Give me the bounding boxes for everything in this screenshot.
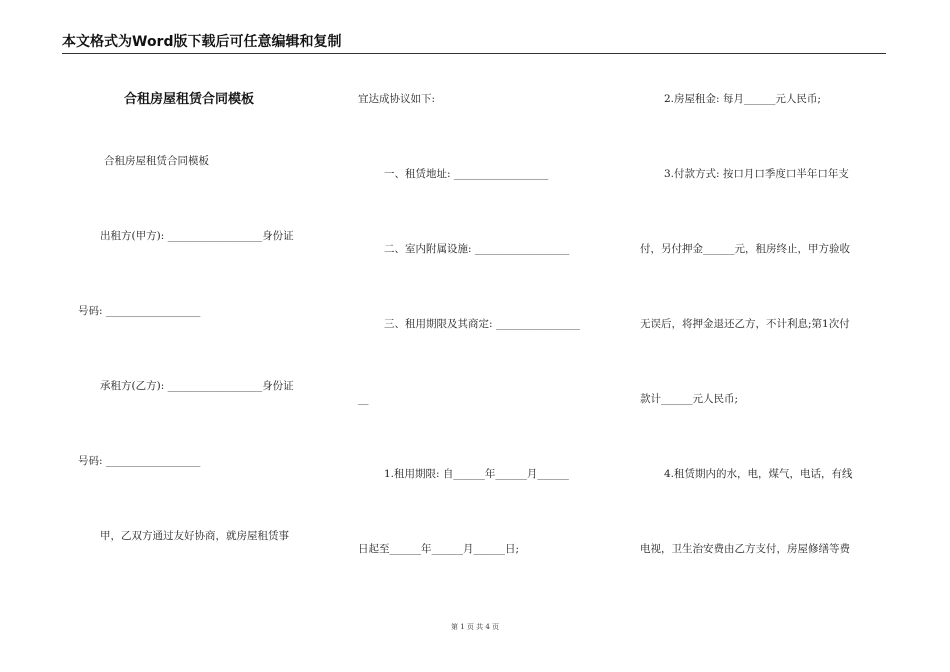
col1-line-3: 号码: __________________ [78, 305, 201, 317]
col3-line-2: 3.付款方式: 按口月口季度口半年口年支 [664, 168, 849, 180]
col1-line-1: 合租房屋租赁合同模板 [104, 155, 209, 167]
col2-line-1: 宜达成协议如下: [358, 93, 436, 105]
col3-line-6: 4.租赁期内的水，电，煤气，电话，有线 [664, 468, 853, 480]
col3-line-3: 付，另付押金______元，租房终止，甲方验收 [640, 243, 850, 255]
col2-line-2: 一、租赁地址: __________________ [384, 168, 549, 180]
col3-line-4: 无误后，将押金退还乙方，不计利息;第1次付 [640, 318, 850, 330]
col1-line-4: 承租方(乙方): __________________身份证 [100, 380, 294, 392]
col1-line-6: 甲，乙双方通过友好协商，就房屋租赁事 [100, 530, 289, 542]
page-header [62, 33, 886, 54]
col3-line-5: 款计______元人民币; [640, 393, 739, 405]
col1-line-2: 出租方(甲方): __________________身份证 [100, 230, 294, 242]
col1-line-5: 号码: __________________ [78, 455, 201, 467]
page-footer: 第 1 页 共 4 页 [450, 623, 500, 631]
col2-line-5: __ [358, 393, 369, 405]
col2-line-4: 三、租用期限及其商定: ________________ [384, 318, 580, 330]
header-text: 本文格式为Word版下载后可任意编辑和复制 [62, 34, 342, 50]
col3-line-1: 2.房屋租金: 每月______元人民币; [664, 93, 821, 105]
col3-line-7: 电视，卫生治安费由乙方支付，房屋修缮等费 [640, 543, 850, 555]
col2-line-6: 1.租用期限: 自______年______月______ [384, 468, 569, 480]
document-title: 合租房屋租赁合同模板 [124, 92, 255, 107]
col2-line-3: 二、室内附属设施: __________________ [384, 243, 570, 255]
col2-line-7: 日起至______年______月______日; [358, 543, 520, 555]
